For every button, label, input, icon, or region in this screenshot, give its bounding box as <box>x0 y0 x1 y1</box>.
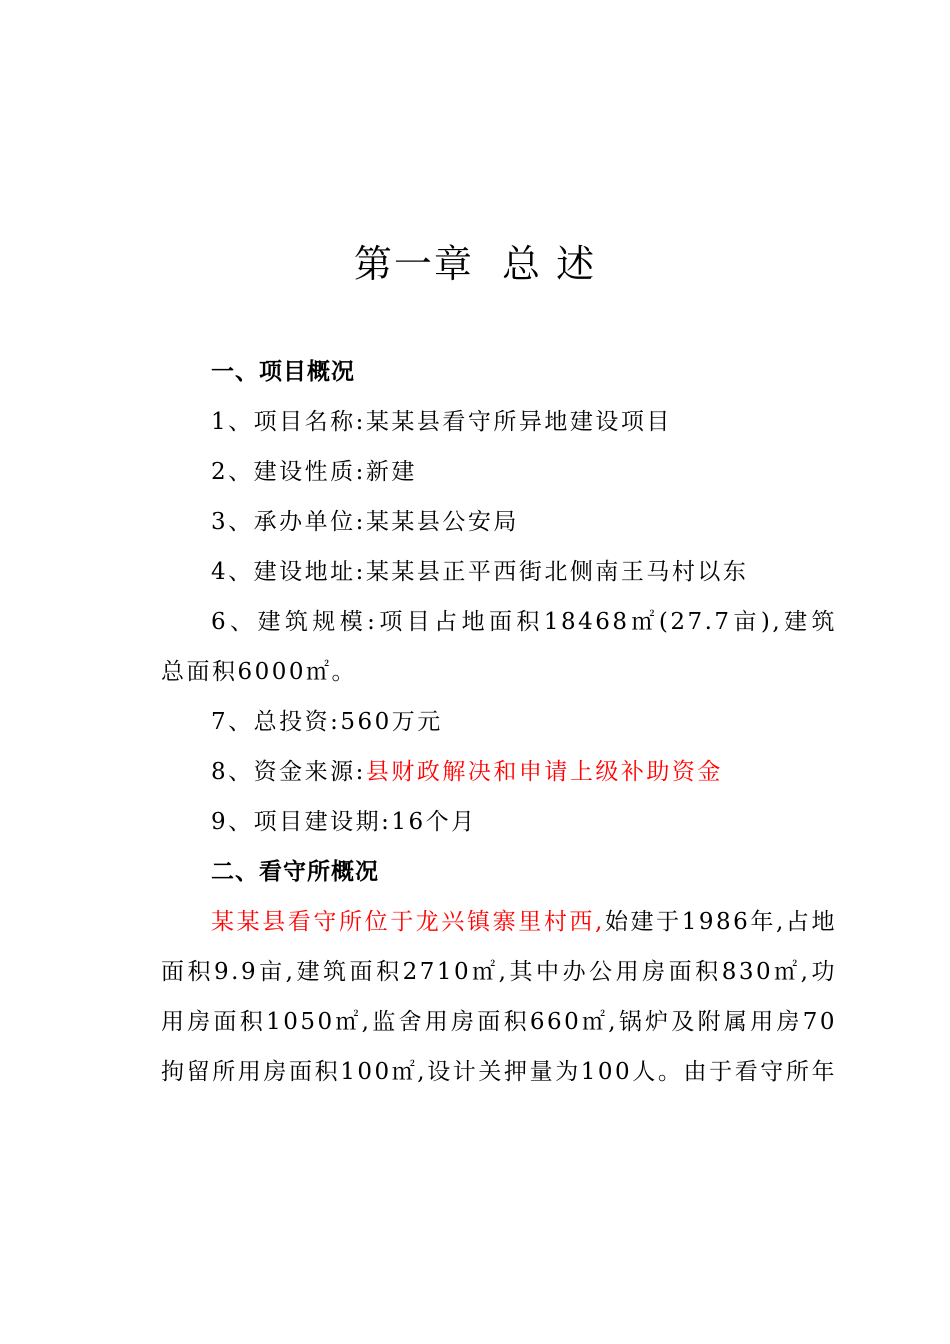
item-label: 7、总投资: <box>211 709 341 735</box>
highlighted-location-text: 某某县看守所位于龙兴镇寨里村西, <box>211 909 605 935</box>
paragraph-line-3: 用房面积1050㎡,监舍用房面积660㎡,锅炉及附属用房70 <box>161 1009 837 1035</box>
paragraph-line-2: 面积9.9亩,建筑面积2710㎡,其中办公用房面积830㎡,功 <box>161 959 837 985</box>
item-label: 8、资金来源: <box>211 759 366 785</box>
paragraph-line-4: 拘留所用房面积100㎡,设计关押量为100人。由于看守所年 <box>161 1059 837 1085</box>
item-label: 1、项目名称: <box>211 409 366 435</box>
paragraph-line-1 <box>161 897 837 947</box>
item-value: 某某县公安局 <box>365 509 519 535</box>
paragraph-text: 始建于1986年,占地 <box>604 909 837 935</box>
document-body <box>161 347 837 1097</box>
item-construction-scale-line2: 总面积6000㎡。 <box>161 659 358 685</box>
item-label: 9、项目建设期: <box>211 809 392 835</box>
item-construction-nature <box>161 447 837 497</box>
item-value-highlighted: 县财政解决和申请上级补助资金 <box>365 759 723 785</box>
item-total-investment <box>161 697 837 747</box>
item-construction-scale-line1: 6、建筑规模:项目占地面积18468㎡(27.7亩),建筑 <box>211 609 837 635</box>
chapter-title: 第一章 总 述 <box>353 242 597 286</box>
item-label: 2、建设性质: <box>211 459 366 485</box>
item-value: 新建 <box>365 459 417 485</box>
item-construction-period <box>161 797 837 847</box>
item-value: 560万元 <box>340 709 443 735</box>
item-value: 16个月 <box>391 809 477 835</box>
item-label: 4、建设地址: <box>211 559 366 585</box>
item-label: 3、承办单位: <box>211 509 366 535</box>
section-heading-detention-center-overview: 二、看守所概况 <box>211 859 379 885</box>
item-value: 某某县看守所异地建设项目 <box>365 409 672 435</box>
item-undertaking-unit <box>161 497 837 547</box>
item-funding-source <box>161 747 837 797</box>
item-project-name <box>161 397 837 447</box>
item-value: 某某县正平西街北侧南王马村以东 <box>365 559 749 585</box>
item-construction-address <box>161 547 837 597</box>
section-heading-project-overview: 一、项目概况 <box>211 359 355 385</box>
